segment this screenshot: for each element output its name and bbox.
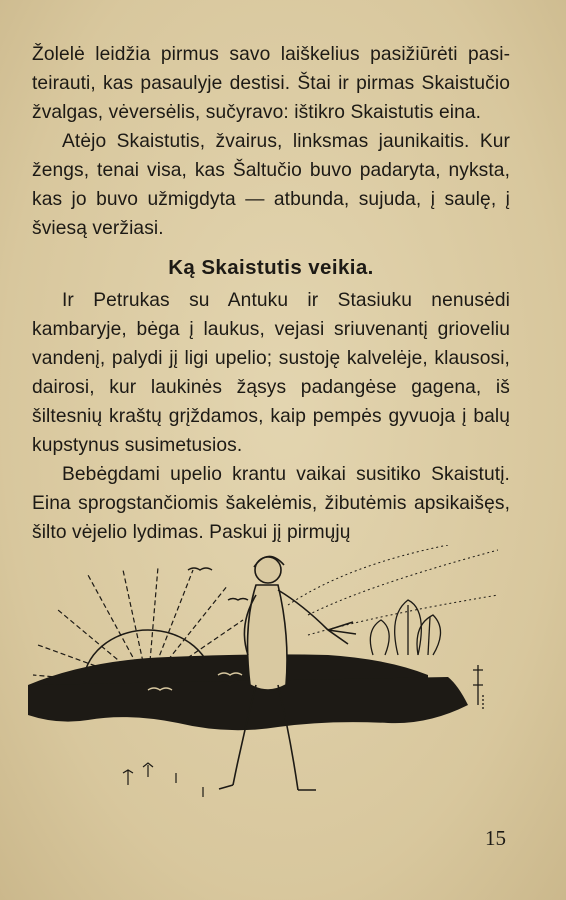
spring-illustration <box>28 545 498 815</box>
text-block <box>32 40 510 547</box>
ground <box>28 677 468 730</box>
paragraph-2: Atėjo Skaistutis, žvairus, linksmas jaunikaitis. Kur žengs, tenai visa, kas Šaltučio buvo padaryta, nyksta, kas jo buvo užmigdyta — atbunda, sujuda, į saulę, į šviesą veržiasi. <box>32 131 510 239</box>
section-heading: Ką Skaistutis veikia. <box>168 256 374 279</box>
page-number: 15 <box>485 826 506 850</box>
paragraph-4: Bebėgdami upelio krantu vaikai susitiko Skaistutį. Eina sprogstančiomis šakelėmis, žibutėmis apsikaišęs, šilto vėjelio lydimas. Paskui jį pirmųjų <box>32 464 510 543</box>
flowers <box>123 763 203 797</box>
trees <box>370 600 440 655</box>
artist-monogram <box>473 665 483 710</box>
paragraph-1: Žolelė leidžia pirmus savo laiškelius pasižiūrėti pasiteirauti, kas pasaulyje destisi. Štai ir pirmas Skaistučio žvalgas, vėversėlis, sučyravo: ištikro Skaistutis eina. <box>32 44 510 123</box>
paragraph-3: Ir Petrukas su Antuku ir Stasiuku nenusėdi kambaryje, bėga į laukus, vejasi sriuvenantį grioveliu vandenį, palydi jį ligi upelio; sustoję kalvelėje, klausosi, dairosi, kur laukinės žąsys padangėse gagena, iš šiltesnių kraštų grįždamos, kaip pempės gyvuoja į balų kupstynus susimetusios. <box>32 290 510 456</box>
